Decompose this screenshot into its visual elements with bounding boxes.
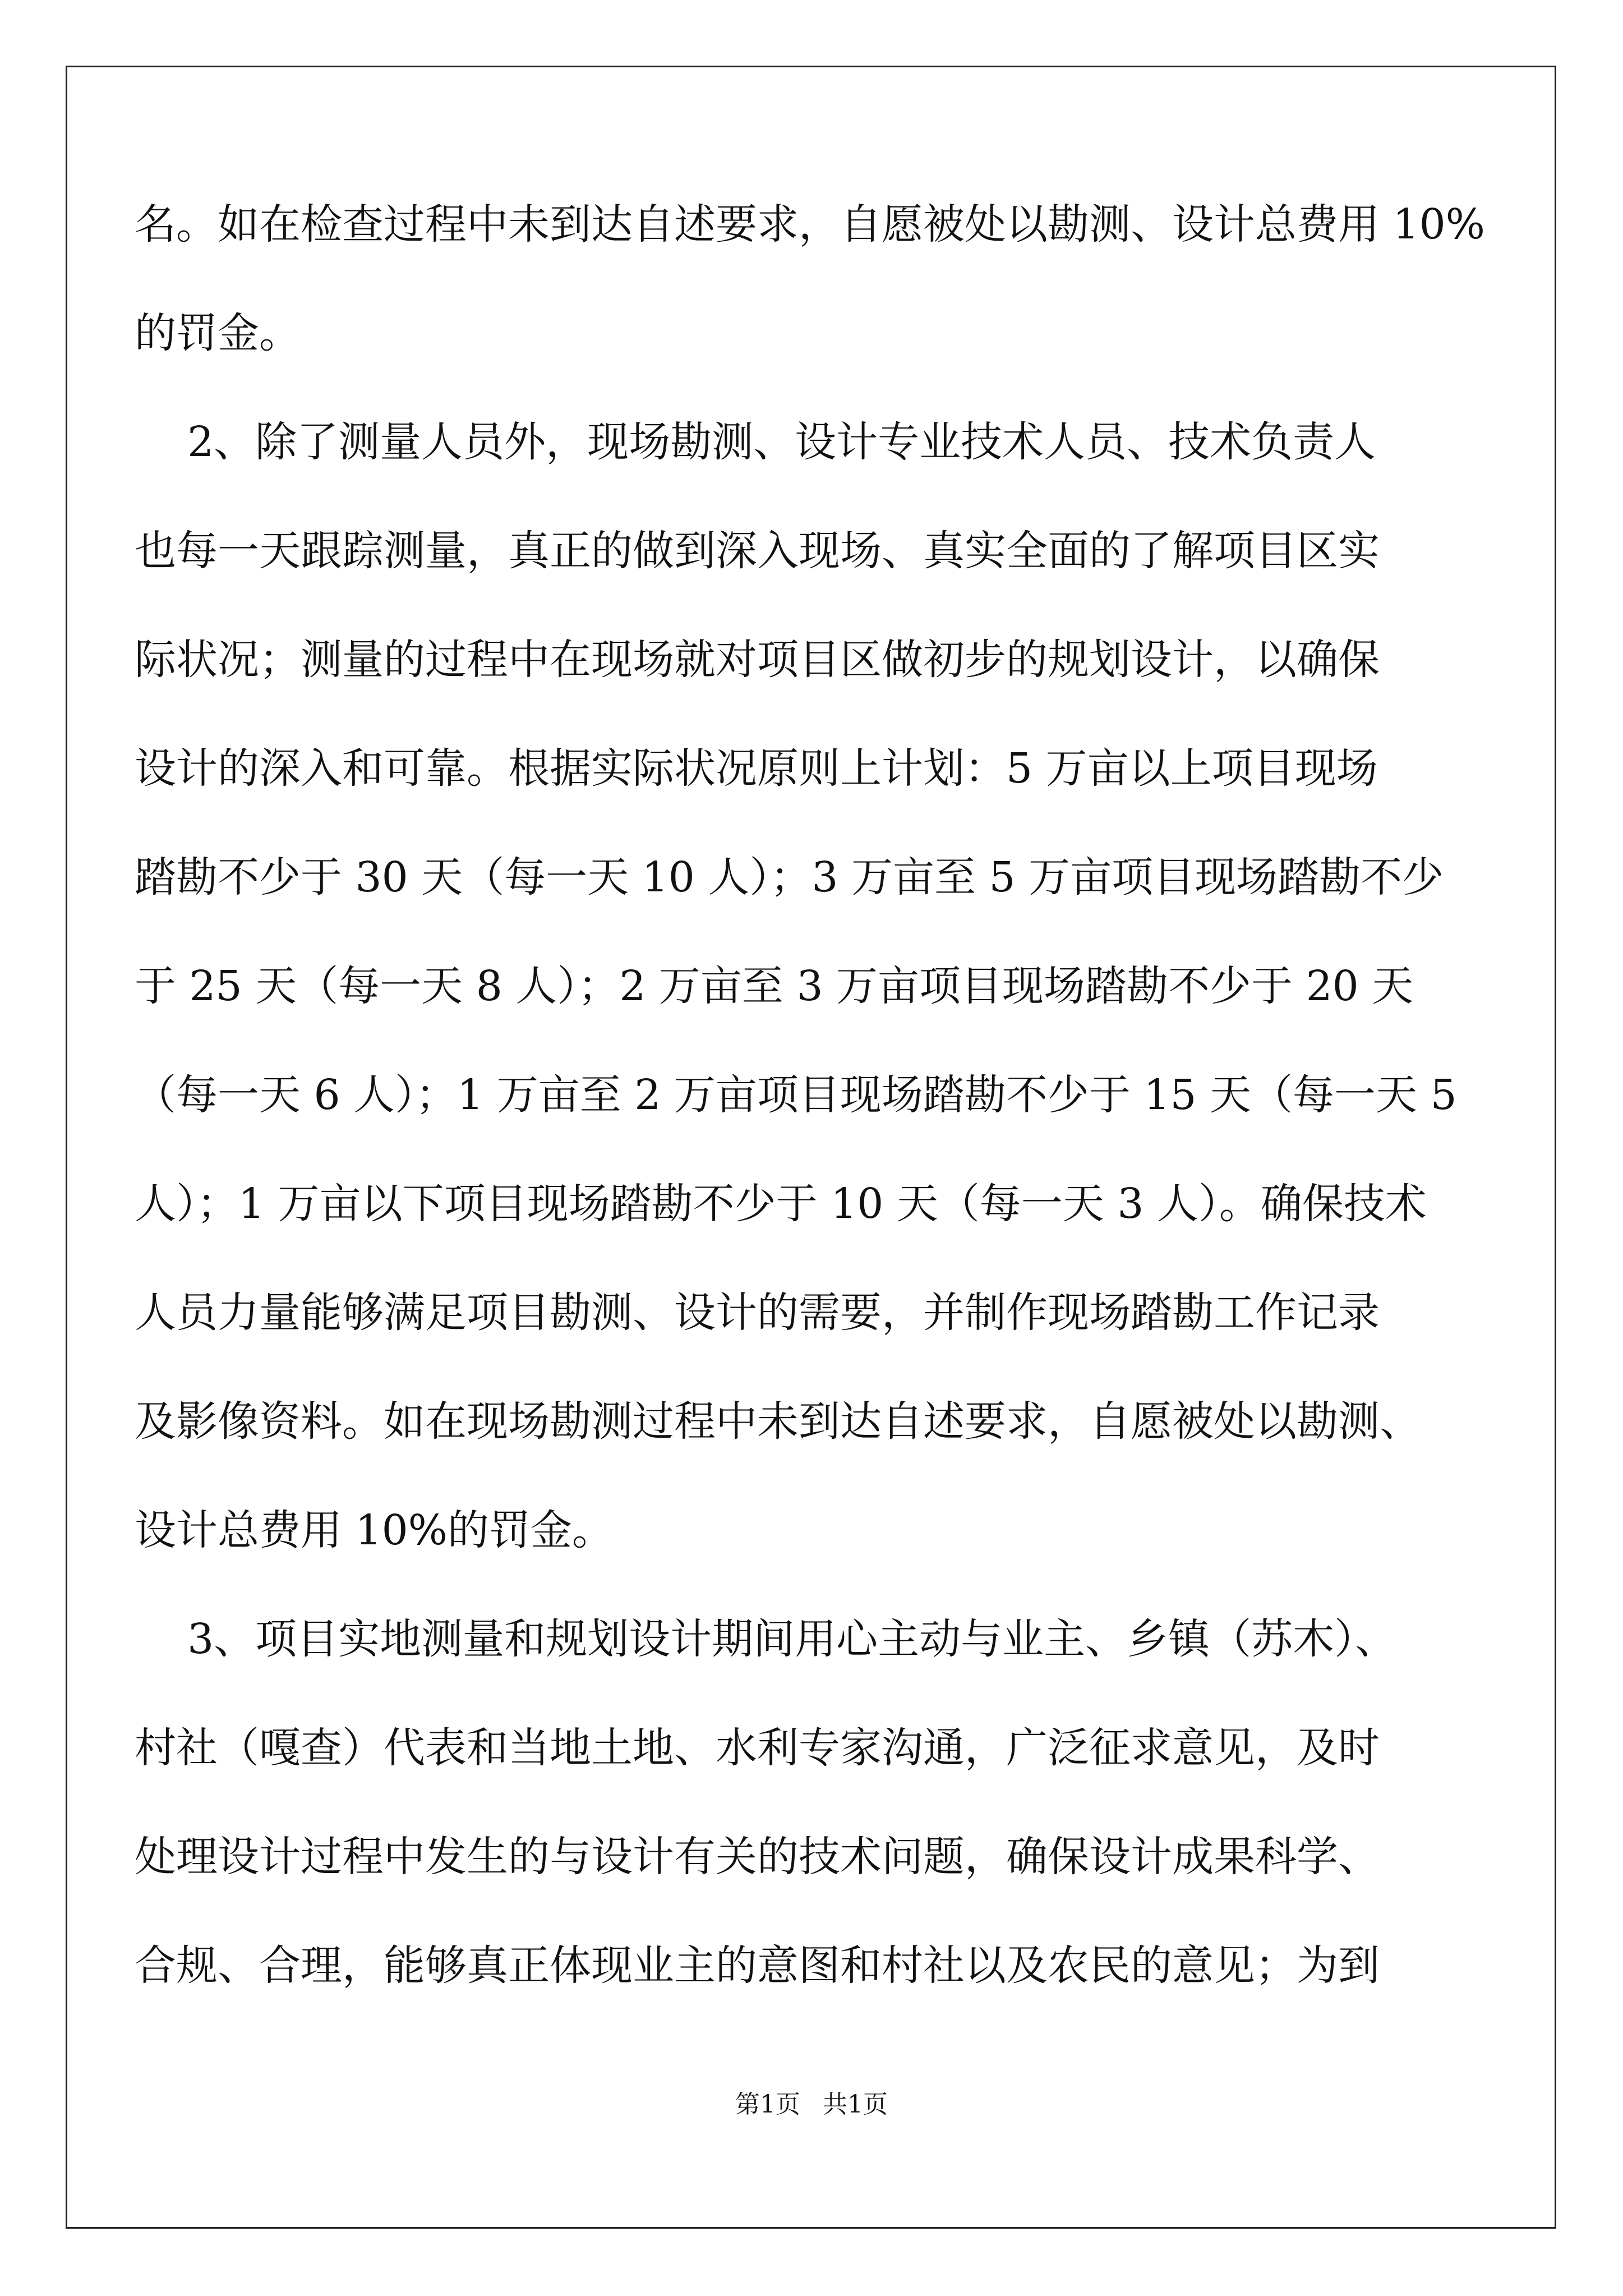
text-line: 处理设计过程中发生的与设计有关的技术问题，确保设计成果科学、 — [135, 1833, 1380, 1881]
text-line: 2、除了测量人员外，现场勘测、设计专业技术人员、技术负责人 — [135, 418, 1376, 466]
page-border — [66, 66, 1556, 2229]
text-line: 设计总费用 10%的罚金。 — [135, 1506, 614, 1554]
text-line: 合规、合理，能够真正体现业主的意图和村社以及农民的意见；为到 — [135, 1941, 1380, 1990]
text-line: 于 25 天（每一天 8 人）；2 万亩至 3 万亩项目现场踏勘不少于 20 天 — [135, 962, 1414, 1010]
page-footer — [0, 2088, 1623, 2122]
text-line: 设计的深入和可靠。根据实际状况原则上计划：5 万亩以上项目现场 — [135, 744, 1378, 793]
page-total: 共1页 — [823, 2090, 888, 2119]
text-line: 名。如在检查过程中未到达自述要求，自愿被处以勘测、设计总费用 10% — [135, 200, 1485, 249]
text-line: 踏勘不少于 30 天（每一天 10 人）；3 万亩至 5 万亩项目现场踏勘不少 — [135, 853, 1444, 901]
text-line: 也每一天跟踪测量，真正的做到深入现场、真实全面的了解项目区实 — [135, 527, 1380, 575]
page-number: 第1页 — [735, 2090, 800, 2119]
text-line: 及影像资料。如在现场勘测过程中未到达自述要求，自愿被处以勘测、 — [135, 1397, 1421, 1446]
text-line: 村社（嘎查）代表和当地土地、水利专家沟通，广泛征求意见，及时 — [135, 1724, 1380, 1772]
text-line: 人员力量能够满足项目勘测、设计的需要，并制作现场踏勘工作记录 — [135, 1289, 1380, 1337]
text-line: 人）；1 万亩以下项目现场踏勘不少于 10 天（每一天 3 人）。确保技术 — [135, 1180, 1427, 1228]
text-line: 际状况；测量的过程中在现场就对项目区做初步的规划设计，以确保 — [135, 636, 1380, 684]
text-line: 3、项目实地测量和规划设计期间用心主动与业主、乡镇（苏木）、 — [135, 1615, 1397, 1663]
text-line: 的罚金。 — [135, 309, 301, 357]
text-line: （每一天 6 人）；1 万亩至 2 万亩项目现场踏勘不少于 15 天（每一天 5 — [135, 1071, 1457, 1119]
